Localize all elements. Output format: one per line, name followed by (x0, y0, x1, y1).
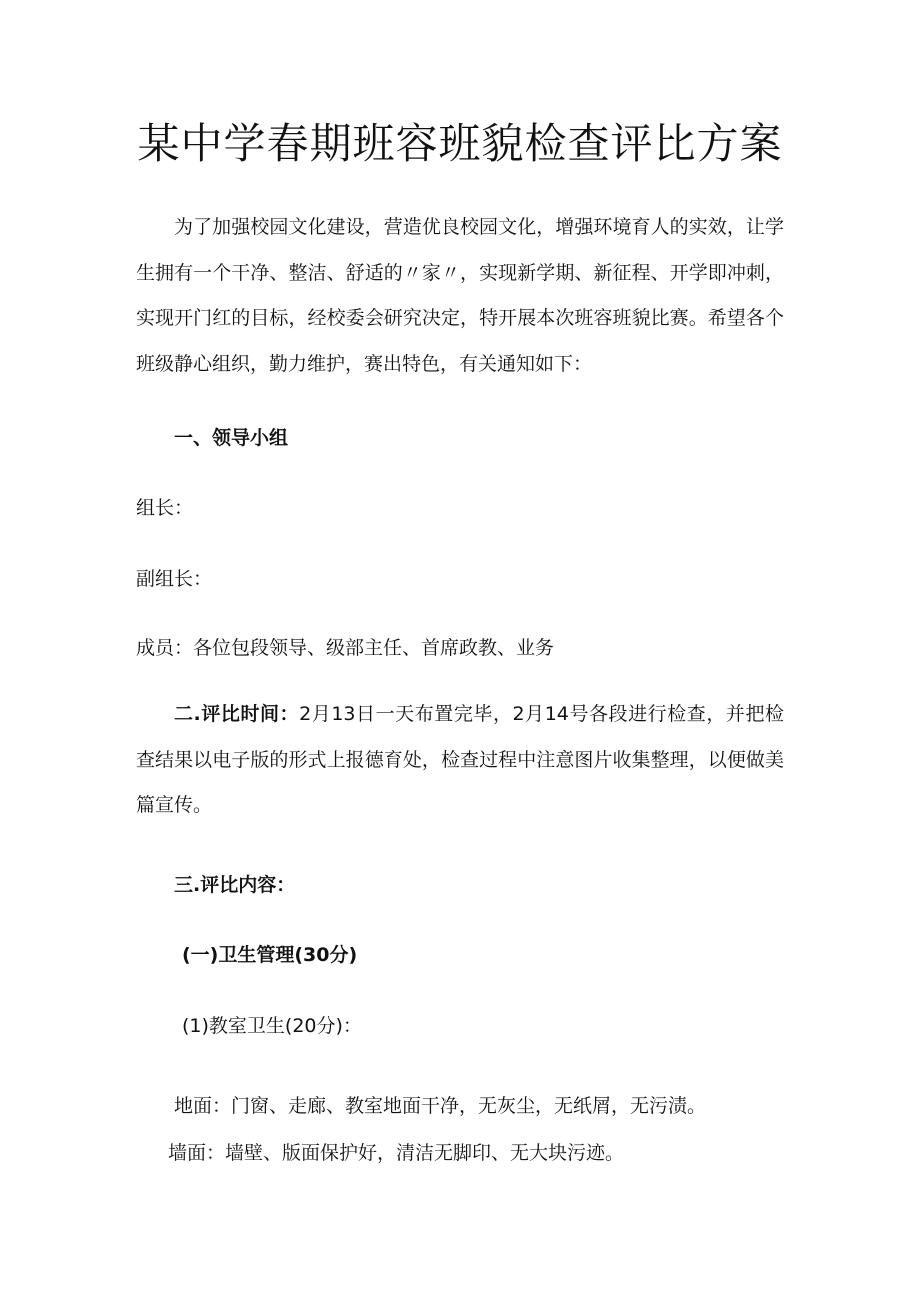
document-title: 某中学春期班容班貌检查评比方案 (137, 119, 783, 168)
leader-line: 组长： (136, 497, 194, 519)
deputy-line: 副组长： (136, 568, 213, 590)
members-line: 成员：各位包段领导、级部主任、首席政教、业务 (136, 637, 555, 659)
wall-line: 墙面：墙壁、版面保护好，清洁无脚印、无大块污迹。 (168, 1142, 625, 1164)
section2-text: 2月13日一天布置完毕，2月14号各段进行检查，并把检查结果以电子版的形式上报德育处，检查过程中注意图片收集整理，以便做美篇宣传。 (136, 703, 784, 816)
intro-paragraph: 为了加强校园文化建设，营造优良校园文化，增强环境育人的实效，让学生拥有一个干净、整洁、舒适的〃家〃，实现新学期、新征程、开学即冲刺，实现开门红的目标，经校委会研究决定，特开展本次班容班貌比赛。希望各个班级静心组织，勤力维护，赛出特色，有关通知如下： (136, 216, 784, 375)
item-classroom-hygiene: (1)教室卫生(20分)： (182, 1015, 362, 1037)
section2-heading: 二.评比时间： (174, 703, 300, 725)
section2-paragraph (136, 692, 784, 829)
subsection-hygiene: (一)卫生管理(30分) (182, 944, 358, 966)
section3-heading: 三.评比内容： (174, 874, 296, 896)
floor-line: 地面：门窗、走廊、教室地面干净，无灰尘，无纸屑，无污渍。 (174, 1095, 707, 1117)
section1-heading: 一、领导小组 (174, 427, 289, 449)
